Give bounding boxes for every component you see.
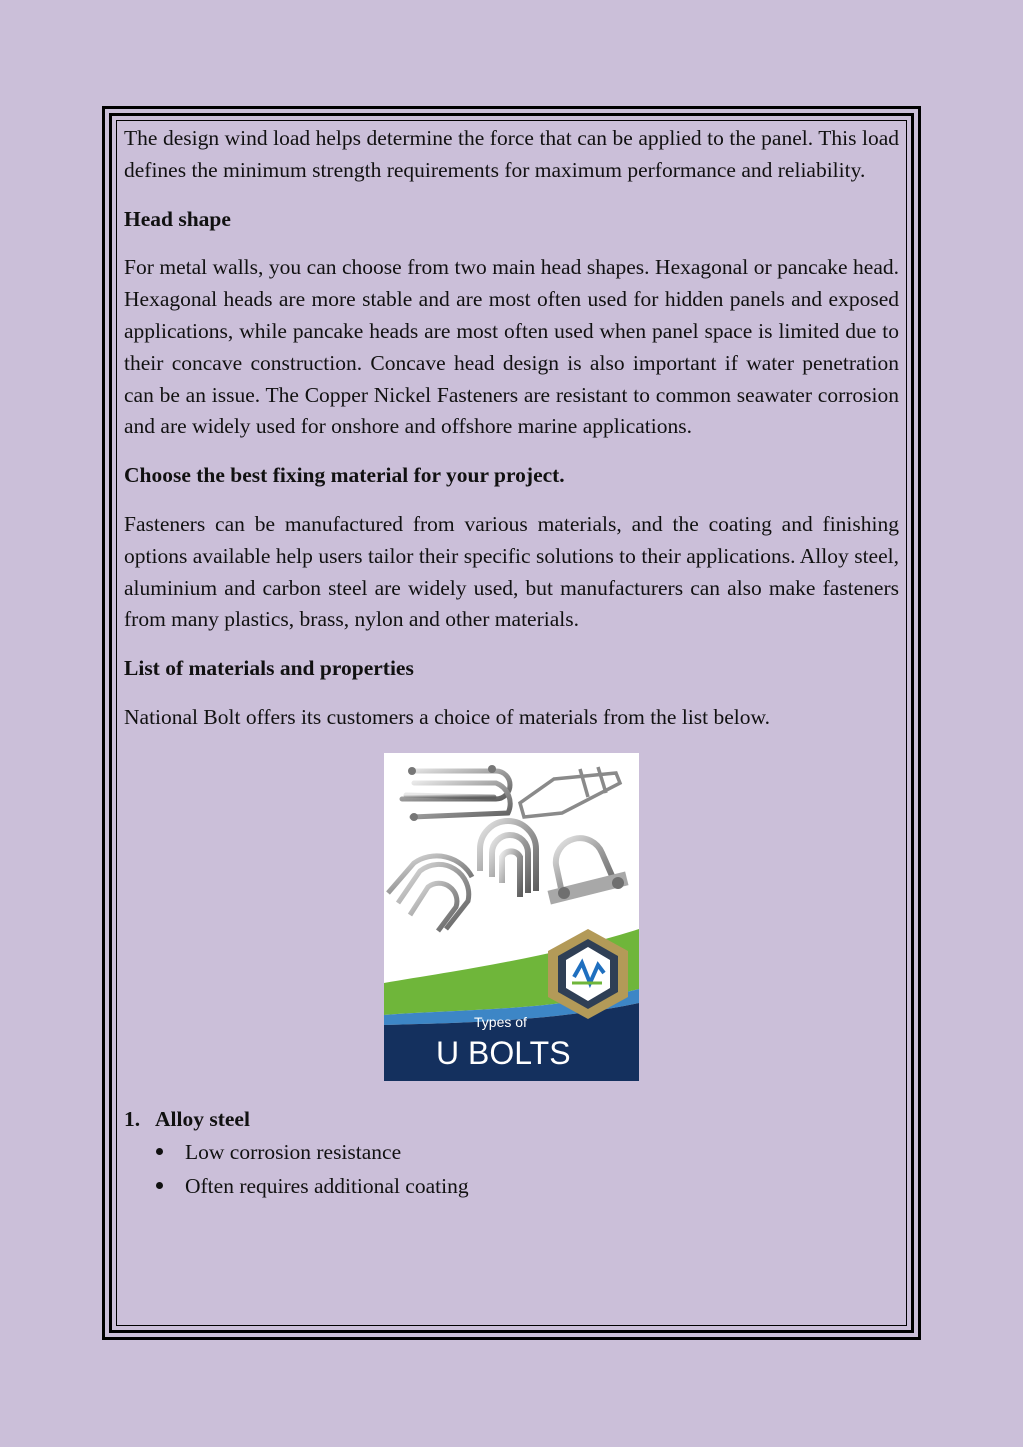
- materials-paragraph: National Bolt offers its customers a choice of materials from the list below.: [124, 704, 771, 729]
- head-shape-heading: Head shape: [124, 206, 231, 231]
- fixing-material-paragraph: Fasteners can be manufactured from various materials, and the coating and finishing options available help users tailor their specific solutions to their applications. Alloy steel, aluminium and carbon steel are widely used, but manufacturers can also make fasteners from many plastics, brass, nylon and other materials.: [124, 511, 899, 632]
- materials-list: [124, 1103, 899, 1203]
- list-item: Often requires additional coating: [124, 1169, 899, 1203]
- bullet-icon: [156, 1182, 163, 1189]
- u-bolts-image: [384, 753, 639, 1081]
- figure-caption-large: U BOLTS: [436, 1034, 571, 1071]
- fixing-material-heading: Choose the best fixing material for your project.: [124, 463, 565, 488]
- list-item-number: 1.: [124, 1106, 141, 1131]
- materials-heading: List of materials and properties: [124, 656, 414, 681]
- list-item-alloy-steel: [124, 1103, 899, 1135]
- alloy-steel-properties: [124, 1135, 899, 1203]
- document-content: [124, 123, 899, 1203]
- figure-caption-small: Types of: [474, 1013, 527, 1030]
- intro-paragraph: The design wind load helps determine the force that can be applied to the panel. This load defines the minimum strength requirements for maximum performance and reliability.: [124, 126, 899, 182]
- head-shape-paragraph: For metal walls, you can choose from two main head shapes. Hexagonal or pancake head. Hexagonal heads are more stable and are most often used for hidden panels and exposed applications, while pancake heads are most often used when panel space is limited due to their concave construction. Concave head design is also important if water penetration can be an issue. The Copper Nickel Fasteners are resistant to common seawater corrosion and are widely used for onshore and offshore marine applications.: [124, 255, 899, 439]
- list-item: Low corrosion resistance: [124, 1135, 899, 1169]
- bullet-icon: [156, 1148, 163, 1155]
- list-item-title: Alloy steel: [155, 1106, 250, 1131]
